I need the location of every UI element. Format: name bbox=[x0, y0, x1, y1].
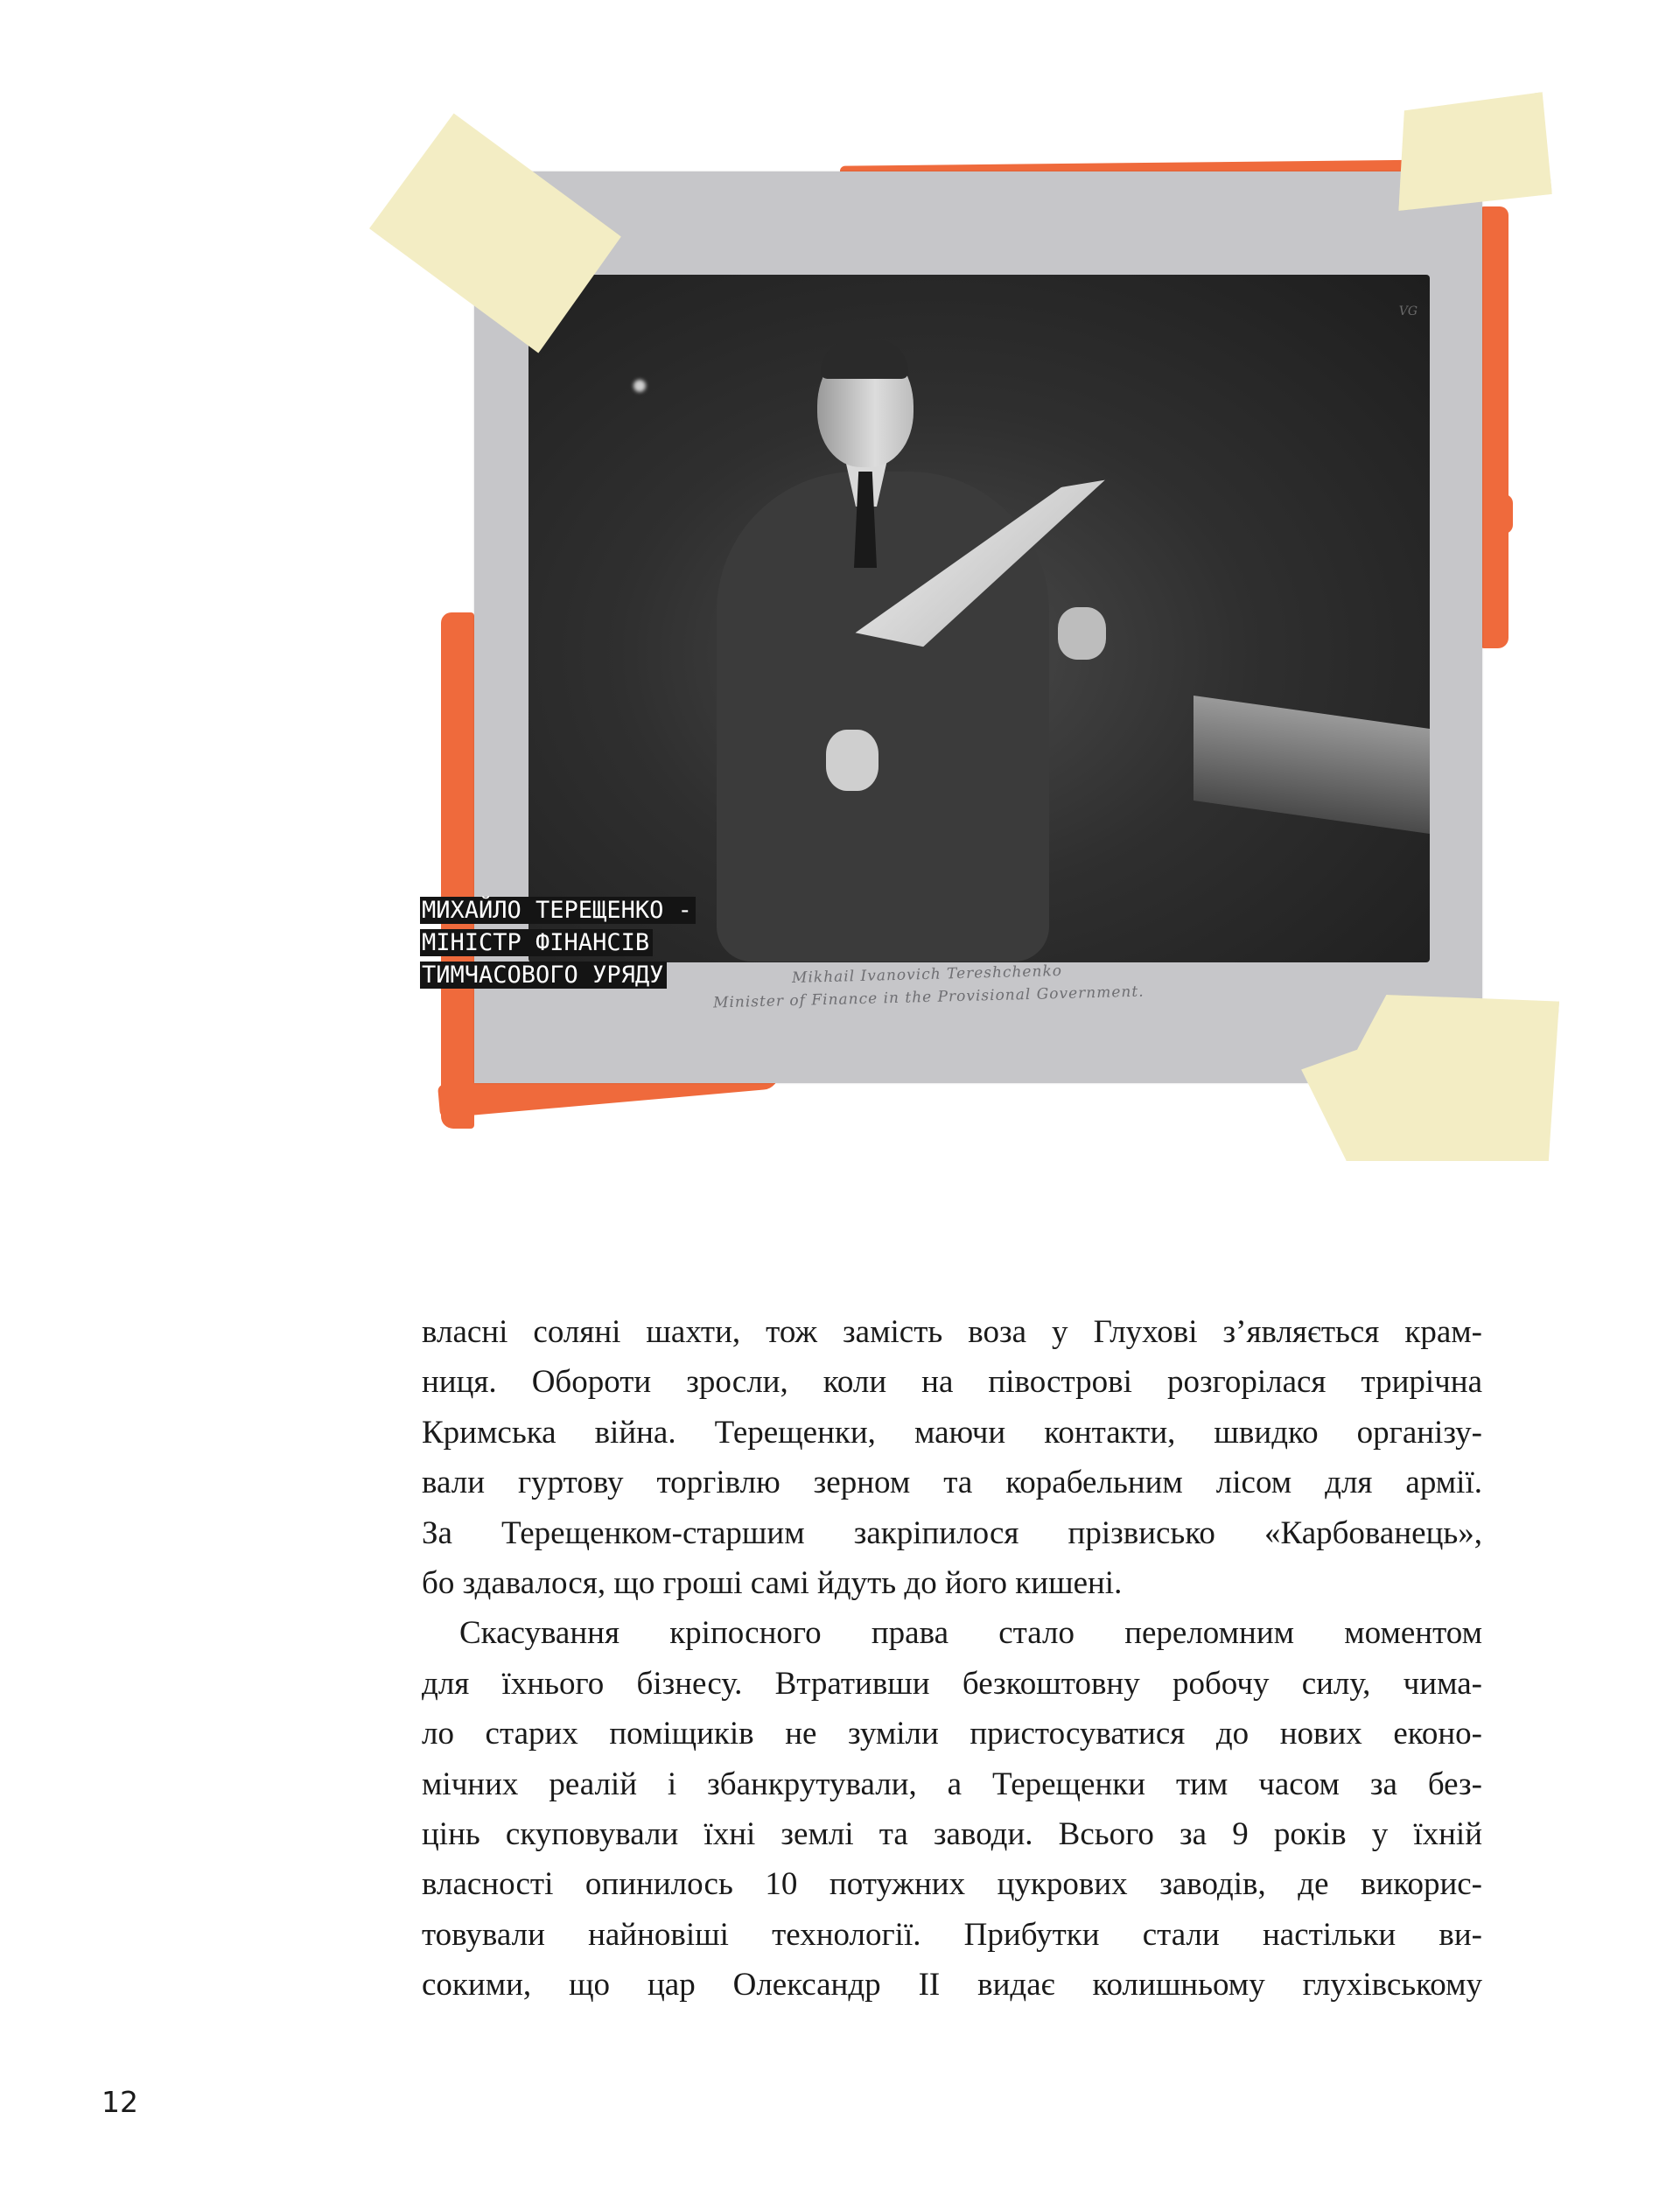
photo-corner-mark: VG bbox=[1398, 304, 1418, 318]
text-line: За Терещенком-старшим закріпилося прізвисько «Карбованець», bbox=[422, 1514, 1482, 1551]
text-line: Кримська війна. Терещенки, маючи контакти, швидко організу- bbox=[422, 1414, 1482, 1451]
orange-stroke-right bbox=[1480, 206, 1508, 648]
caption-line-3: ТИМЧАСОВОГО УРЯДУ bbox=[420, 962, 667, 989]
orange-stroke-right-tail bbox=[1481, 494, 1513, 534]
background-lamp bbox=[634, 380, 646, 392]
text-line: для їхнього бізнесу. Втративши безкоштовну робочу силу, чима- bbox=[422, 1665, 1482, 1702]
text-line: цінь скуповували їхні землі та заводи. Всього за 9 років у їхній bbox=[422, 1815, 1482, 1852]
text-line: товували найновіші технології. Прибутки стали настільки ви- bbox=[422, 1916, 1482, 1953]
text-line: вали гуртову торгівлю зерном та корабельним лісом для армії. bbox=[422, 1465, 1482, 1501]
desk bbox=[1194, 696, 1430, 834]
figure-hand-right bbox=[1058, 607, 1106, 660]
text-line: ло старих поміщиків не зуміли пристосуватися до нових еконо- bbox=[422, 1716, 1482, 1752]
handwritten-caption-line2: Minister of Finance in the Provisional Government. bbox=[712, 983, 1144, 1012]
body-text bbox=[422, 1307, 1482, 2010]
text-line: ниця. Обороти зросли, коли на півострові розгорілася трирічна bbox=[422, 1364, 1482, 1401]
text-line: власні соляні шахти, тож замість воза у Глухові з’являється крам- bbox=[422, 1314, 1482, 1350]
caption-line-2: МІНІСТР ФІНАНСІВ bbox=[420, 929, 653, 956]
tape-top-right bbox=[1395, 92, 1552, 211]
caption-line-1: МИХАЙЛО ТЕРЕЩЕНКО - bbox=[420, 897, 696, 924]
text-line: власності опинилось 10 потужних цукрових заводів, де викорис- bbox=[422, 1866, 1482, 1903]
text-line: сокими, що цар Олександр II видає колишньому глухівському bbox=[422, 1967, 1482, 2004]
text-line: бо здавалося, що гроші самі йдуть до його кишені. bbox=[422, 1564, 1123, 1601]
paragraph-start-line: Скасування кріпосного права стало переломним моментом bbox=[459, 1615, 1482, 1652]
figure-hand-left bbox=[826, 730, 878, 791]
text-line: мічних реалій і збанкрутували, а Терещенки тим часом за без- bbox=[422, 1766, 1482, 1802]
page-number: 12 bbox=[102, 2085, 138, 2119]
handwritten-caption-line1: Mikhail Ivanovich Tereshchenko bbox=[791, 962, 1063, 988]
orange-stroke-left bbox=[441, 612, 474, 1129]
figure-hair bbox=[821, 339, 908, 379]
figure-caption-label bbox=[420, 894, 696, 991]
historical-photo bbox=[528, 275, 1430, 962]
